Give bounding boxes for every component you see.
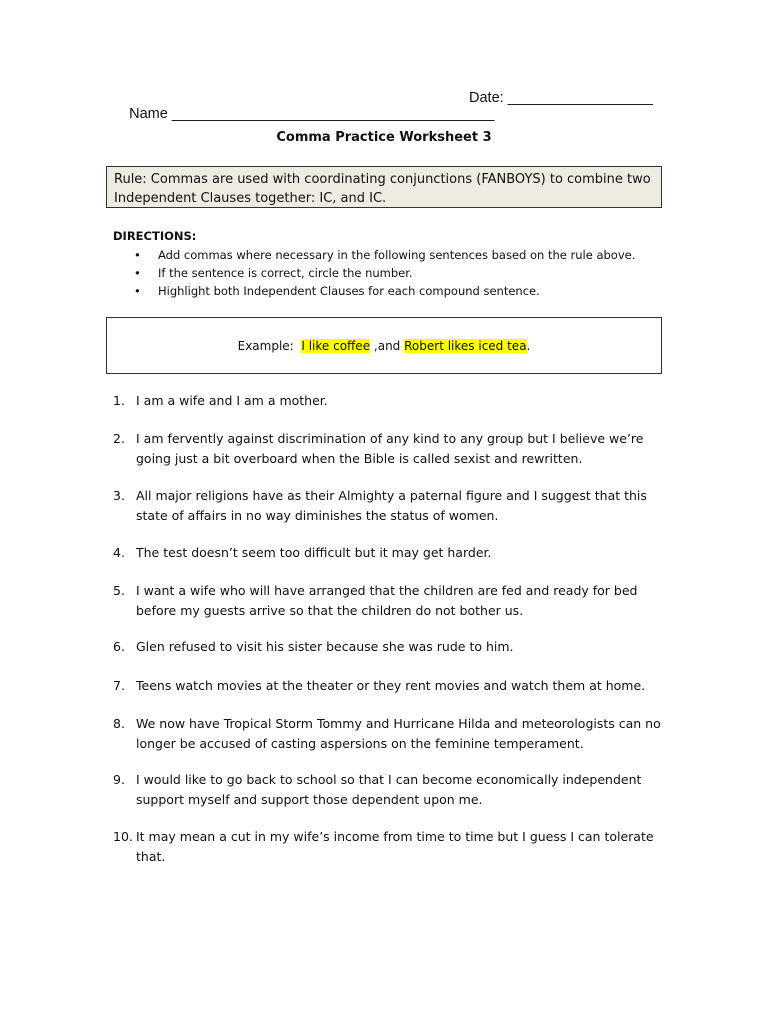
- name-label: Name: [129, 106, 168, 122]
- example-label: Example:: [237, 338, 294, 353]
- direction-item: • If the sentence is correct, circle the number.: [134, 266, 413, 280]
- question-number[interactable]: 3.: [113, 488, 125, 503]
- question-number[interactable]: 8.: [113, 716, 125, 731]
- question-number[interactable]: 7.: [113, 678, 125, 693]
- rule-line-2: Independent Clauses together: IC, and IC.: [114, 191, 387, 206]
- question-text: The test doesn’t seem too difficult but it may get harder.: [136, 545, 492, 560]
- question-text: I am fervently against discrimination of any kind to any group but I believe we’re going just a bit overboard when the Bible is called sexist and rewritten.: [136, 431, 644, 466]
- question-text: I am a wife and I am a mother.: [136, 393, 328, 408]
- directions-list: [113, 246, 673, 300]
- question-text: Teens watch movies at the theater or they rent movies and watch them at home.: [136, 678, 646, 693]
- bullet-icon: •: [134, 266, 141, 280]
- question-item: [113, 581, 673, 620]
- question-item: [113, 486, 673, 525]
- question-text: Glen refused to visit his sister because she was rude to him.: [136, 639, 514, 654]
- question-text: We now have Tropical Storm Tommy and Hurricane Hilda and meteorologists can no longer be accused of casting aspersions on the feminine temperament.: [136, 716, 661, 751]
- question-number[interactable]: 5.: [113, 583, 125, 598]
- question-text: I want a wife who will have arranged that the children are fed and ready for bed before my guests arrive so that the children do not bother us.: [136, 583, 638, 618]
- bullet-icon: •: [134, 248, 141, 262]
- direction-item: • Add commas where necessary in the following sentences based on the rule above.: [134, 248, 636, 262]
- directions-heading: DIRECTIONS:: [113, 229, 197, 243]
- question-text: All major religions have as their Almighty a paternal figure and I suggest that this state of affairs in no way diminishes the status of women.: [136, 488, 647, 523]
- rule-box: [106, 166, 662, 208]
- question-text: It may mean a cut in my wife’s income from time to time but I guess I can tolerate that.: [136, 829, 654, 864]
- question-item: [113, 770, 673, 809]
- question-item: [113, 827, 673, 866]
- date-field: [469, 90, 653, 106]
- question-number[interactable]: 10.: [113, 829, 133, 844]
- date-blank: __________________: [507, 90, 653, 106]
- question-number[interactable]: 1.: [113, 393, 125, 408]
- date-label: Date:: [469, 90, 504, 106]
- question-item: [113, 714, 673, 753]
- question-item: [113, 429, 673, 468]
- example-connector: ,and: [373, 338, 401, 353]
- example-period: .: [526, 338, 531, 353]
- direction-item: • Highlight both Independent Clauses for each compound sentence.: [134, 284, 540, 298]
- question-number[interactable]: 9.: [113, 772, 125, 787]
- question-item: [113, 543, 673, 563]
- question-item: [113, 676, 673, 696]
- question-number[interactable]: 6.: [113, 639, 125, 654]
- question-item: [113, 391, 673, 411]
- directions-section: [113, 228, 673, 300]
- bullet-icon: •: [134, 284, 141, 298]
- name-blank: ________________________________________: [171, 106, 495, 122]
- example-clause-2: Robert likes iced tea: [404, 338, 527, 353]
- example-box: [106, 317, 662, 374]
- rule-line-1: Rule: Commas are used with coordinating conjunctions (FANBOYS) to combine two: [114, 172, 651, 187]
- question-number[interactable]: 4.: [113, 545, 125, 560]
- question-item: [113, 637, 673, 657]
- question-text: I would like to go back to school so that I can become economically independent support myself and support those dependent upon me.: [136, 772, 642, 807]
- page-title: Comma Practice Worksheet 3: [276, 130, 492, 145]
- question-number[interactable]: 2.: [113, 431, 125, 446]
- example-clause-1: I like coffee: [301, 338, 371, 353]
- example-sentence: [238, 339, 531, 353]
